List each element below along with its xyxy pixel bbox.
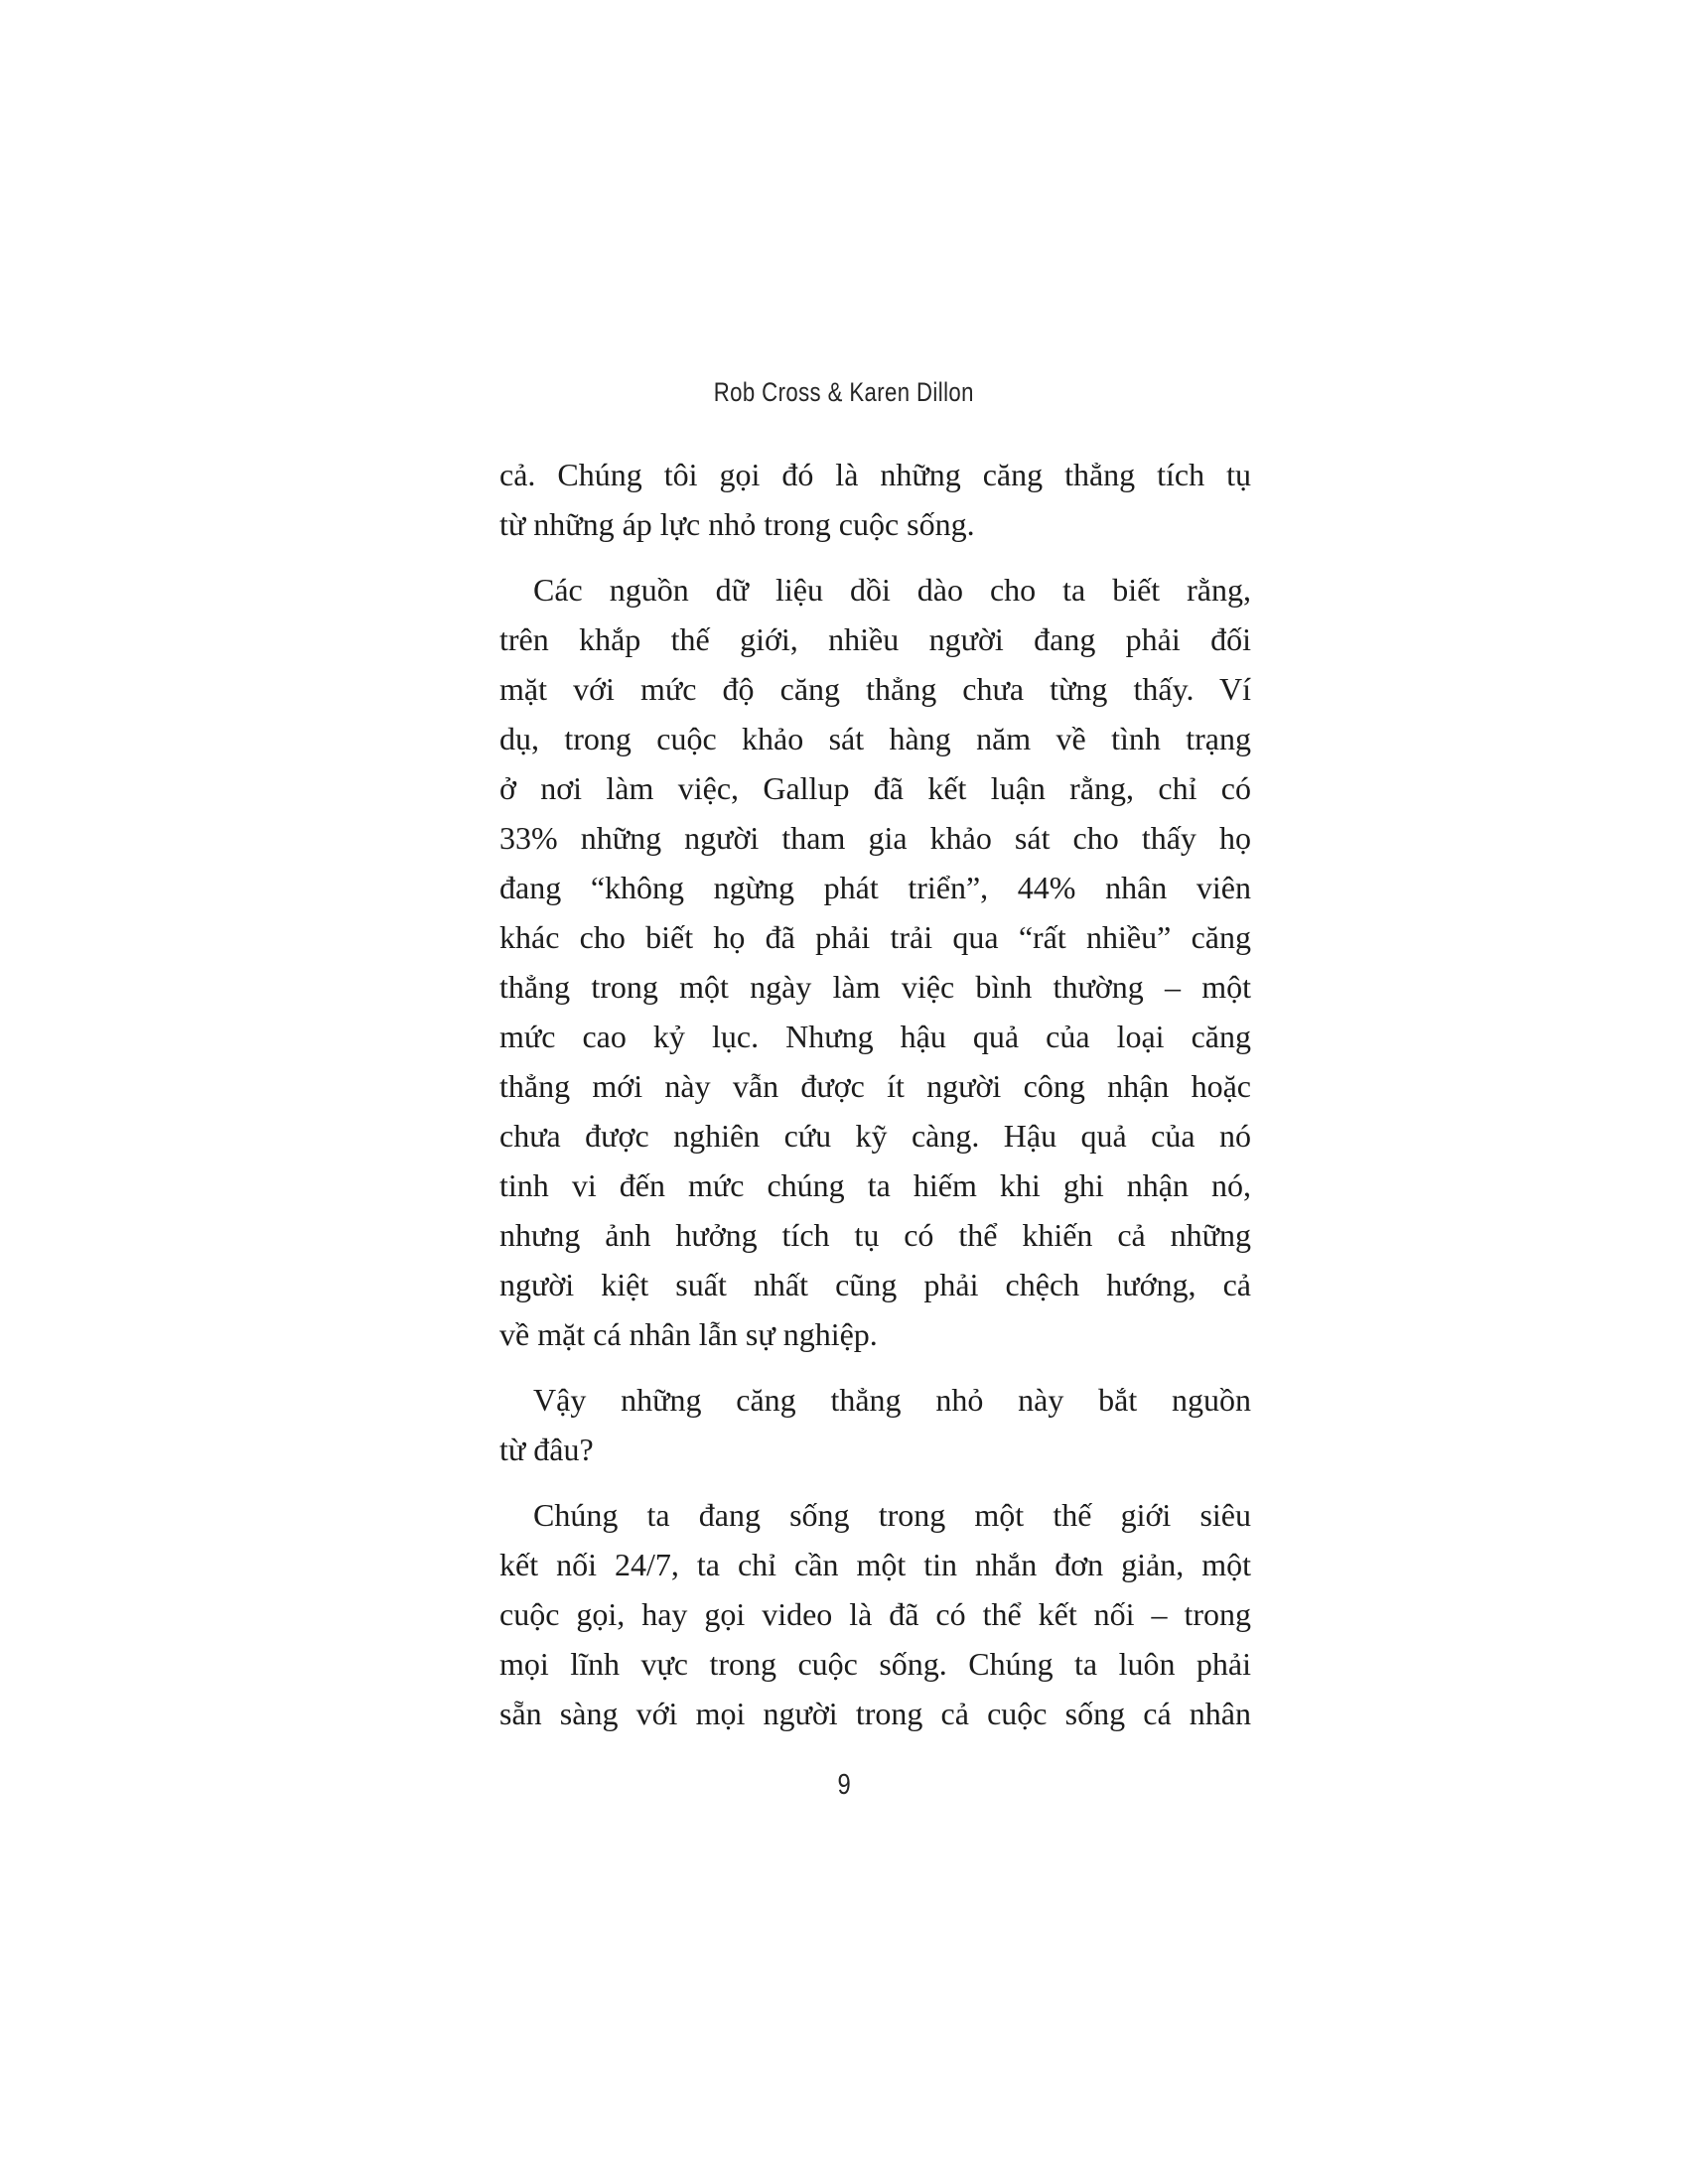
page-number [467,1769,1221,1801]
text-line: đang “không ngừng phát triển”, 44% nhân viên [499,870,1251,905]
text-line: Chúng ta đang sống trong một thế giới siêu [533,1497,1251,1533]
text-line: Các nguồn dữ liệu dồi dào cho ta biết rằng, [533,572,1251,608]
text-line: về mặt cá nhân lẫn sự nghiệp. [499,1316,878,1352]
text-line: cuộc gọi, hay gọi video là đã có thể kết nối – trong [499,1596,1251,1632]
text-line: tinh vi đến mức chúng ta hiếm khi ghi nhận nó, [499,1167,1251,1203]
paragraph [499,450,1251,549]
paragraph [499,565,1251,1359]
text-line: người kiệt suất nhất cũng phải chệch hướng, cả [499,1267,1251,1302]
text-line: dụ, trong cuộc khảo sát hàng năm về tình trạng [499,721,1251,756]
text-line: nhưng ảnh hưởng tích tụ có thể khiến cả những [499,1217,1251,1253]
text-line: khác cho biết họ đã phải trải qua “rất nhiều” căng [499,919,1251,955]
text-line: mức cao kỷ lục. Nhưng hậu quả của loại căng [499,1019,1251,1054]
text-line: trên khắp thế giới, nhiều người đang phải đối [499,621,1251,657]
text-line: 33% những người tham gia khảo sát cho thấy họ [499,820,1251,856]
text-line: ở nơi làm việc, Gallup đã kết luận rằng, chỉ có [499,770,1251,806]
body-text-block [499,450,1251,1738]
paragraph [499,1375,1251,1474]
text-line: cả. Chúng tôi gọi đó là những căng thẳng tích tụ [499,457,1251,492]
paragraph [499,1490,1251,1738]
text-line: kết nối 24/7, ta chỉ cần một tin nhắn đơn giản, một [499,1547,1251,1582]
text-line: chưa được nghiên cứu kỹ càng. Hậu quả của nó [499,1118,1251,1154]
text-line: từ những áp lực nhỏ trong cuộc sống. [499,506,975,542]
text-line: thẳng mới này vẫn được ít người công nhận hoặc [499,1068,1251,1104]
running-header [467,377,1221,407]
text-line: sẵn sàng với mọi người trong cả cuộc sống cá nhân [499,1696,1251,1731]
text-line: thẳng trong một ngày làm việc bình thường – một [499,969,1251,1005]
page-number-text: 9 [837,1769,851,1801]
text-line: mặt với mức độ căng thẳng chưa từng thấy. Ví [499,671,1251,707]
text-line: Vậy những căng thẳng nhỏ này bắt nguồn [533,1382,1251,1418]
text-line: mọi lĩnh vực trong cuộc sống. Chúng ta luôn phải [499,1646,1251,1682]
running-header-text: Rob Cross & Karen Dillon [713,377,975,407]
text-line: từ đâu? [499,1432,594,1467]
